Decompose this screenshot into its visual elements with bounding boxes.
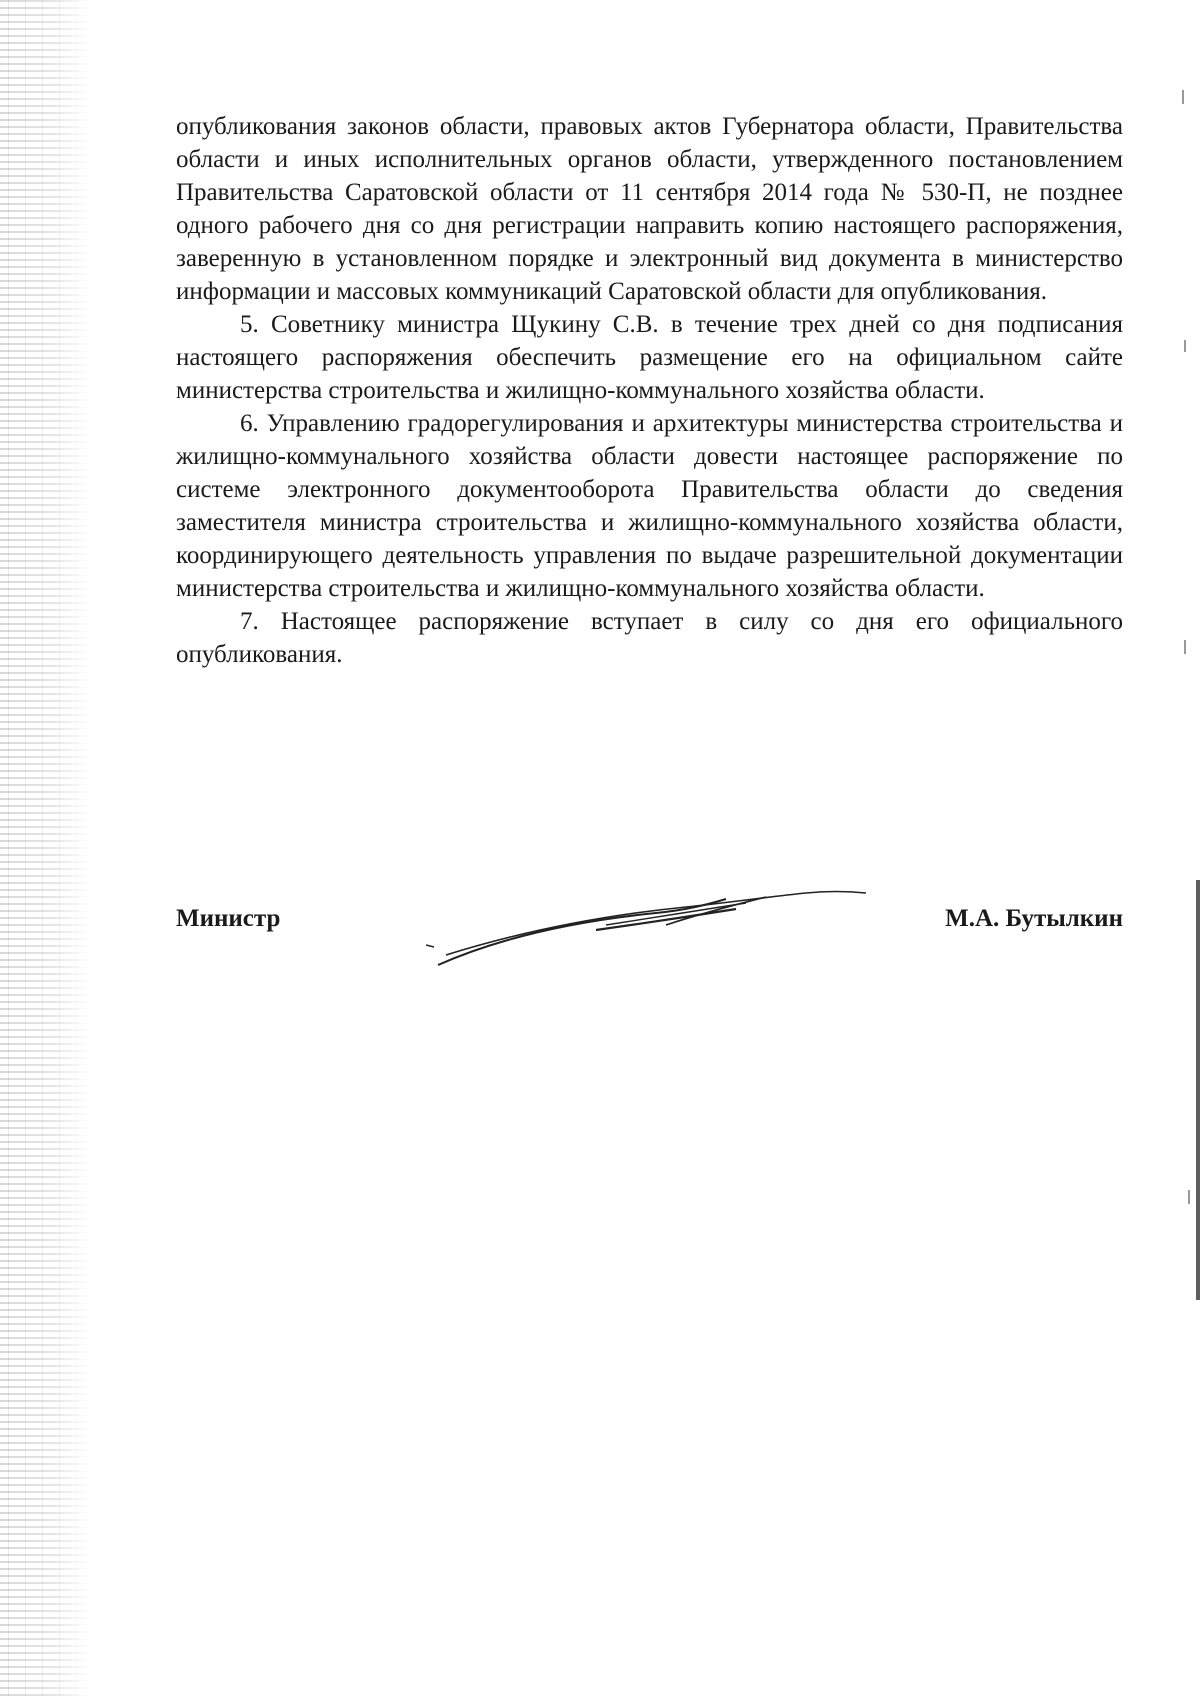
signatory-title: Министр xyxy=(176,905,281,932)
paragraph-5: 5. Советнику министра Щукину С.В. в течение трех дней со дня подписания настоящего распоряжения обеспечить размещение его на официальном сайте министерства строительства и жилищно-коммунального хозяйства области. xyxy=(176,311,1123,404)
paragraph-6: 6. Управлению градорегулирования и архитектуры министерства строительства и жилищно-коммунального хозяйства области довести настоящее распоряжение по системе электронного документооборота Правительства области до сведения заместителя министра строительства и жилищно-коммунального хозяйства области, координирующего деятельность управления по выдаче разрешительной документации министерства строительства и жилищно-коммунального хозяйства области. xyxy=(176,410,1123,602)
scan-artifact-mark xyxy=(1184,340,1186,352)
document-body xyxy=(176,110,1123,671)
scan-artifact-mark xyxy=(1188,1190,1190,1204)
handwritten-signature xyxy=(426,885,876,975)
scan-artifact-mark xyxy=(1182,90,1184,104)
scan-artifact-right-edge xyxy=(1196,880,1200,1300)
paragraph-7: 7. Настоящее распоряжение вступает в силу со дня его официального опубликования. xyxy=(176,608,1123,668)
paragraph-4-continuation: опубликования законов области, правовых актов Губернатора области, Правительства области и иных исполнительных органов области, утвержденного постановлением Правительства Саратовской области от 11 сентября 2014 года № 530-П, не позднее одного рабочего дня со дня регистрации направить копию настоящего распоряжения, заверенную в установленном порядке и электронный вид документа в министерство информации и массовых коммуникаций Саратовской области для опубликования. xyxy=(176,113,1123,305)
scan-artifact-mark xyxy=(1184,640,1186,654)
signatory-name: М.А. Бутылкин xyxy=(945,905,1123,932)
scan-artifact-left-edge xyxy=(0,0,90,1696)
signature-block xyxy=(176,895,1123,1005)
